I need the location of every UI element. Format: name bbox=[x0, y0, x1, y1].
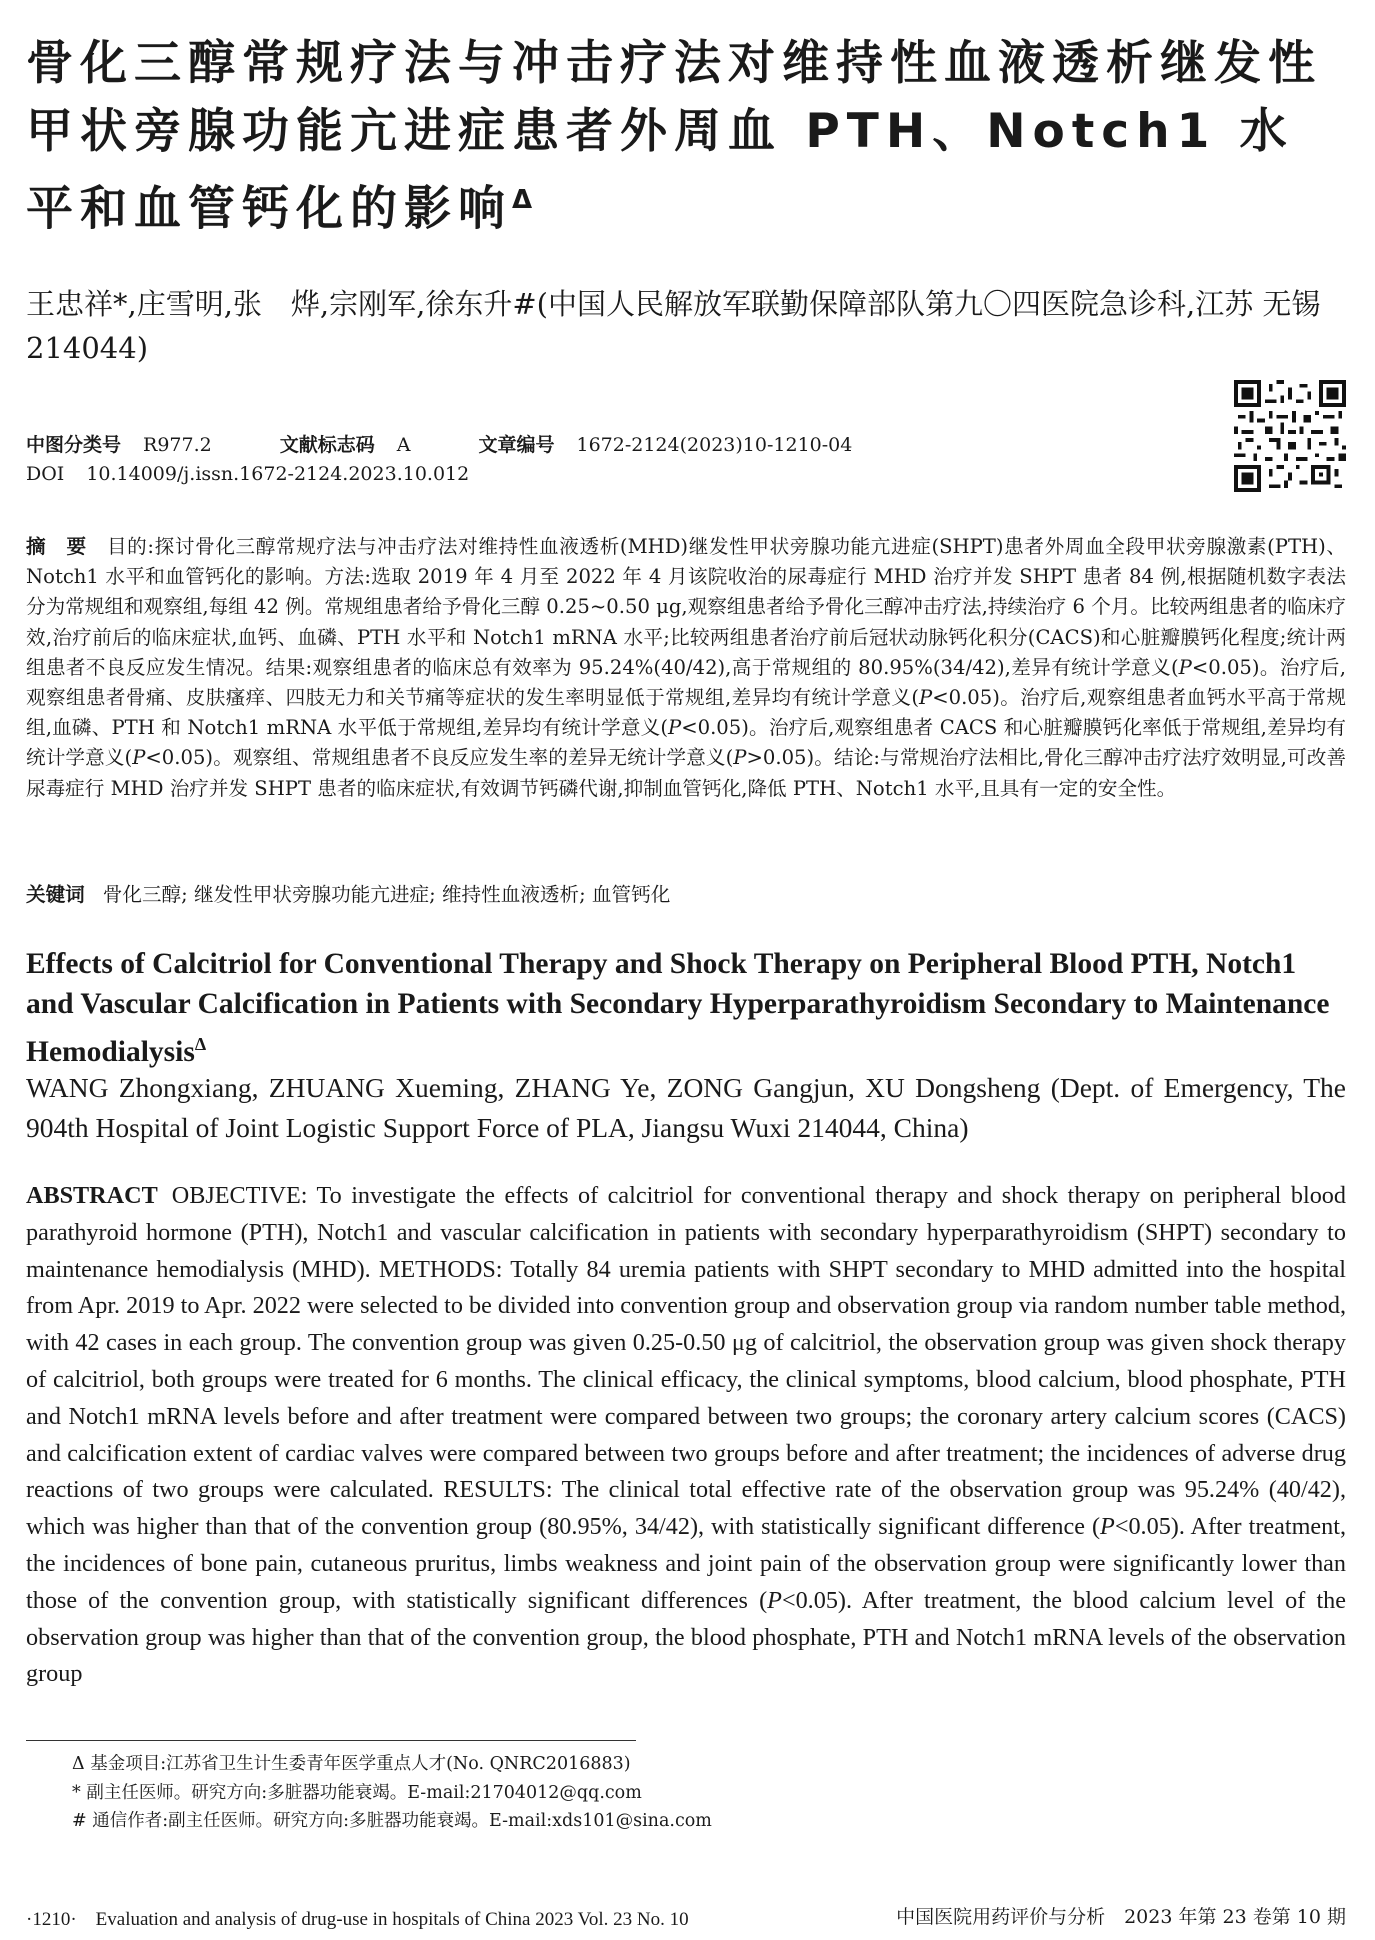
doi-label: DOI bbox=[26, 463, 65, 485]
abstract-cn-text: <0.05)。治疗后,观察组患者骨痛、皮肤瘙痒、四肢无力和关节痛等症状的发生率明显低于常规组,差异均有统计学意义( bbox=[26, 655, 1346, 710]
doc-code-value: A bbox=[396, 434, 411, 456]
clc-label: 中图分类号 bbox=[26, 434, 122, 456]
p-symbol: P bbox=[767, 1586, 782, 1614]
p-symbol: P bbox=[668, 716, 682, 740]
footer-journal-cn: 中国医院用药评价与分析 2023 年第 23 卷第 10 期 bbox=[896, 1906, 1346, 1928]
abstract-en-text: <0.05). After treatment, the blood calcium level of the observation group was higher than that of the convention group, the blood phosphate, PTH and Notch1 mRNA levels of the observation group bbox=[26, 1586, 1346, 1688]
footnotes bbox=[72, 1750, 1322, 1836]
footer-journal-en: ·1210· Evaluation and analysis of drug-use in hospitals of China 2023 Vol. 23 No. 10 bbox=[26, 1909, 689, 1930]
abstract-cn-text: <0.05)。治疗后,观察组患者血钙水平高于常规组,血磷、PTH 和 Notch1 mRNA 水平低于常规组,差异均有统计学意义( bbox=[26, 686, 1346, 740]
abstract-cn bbox=[26, 532, 1346, 804]
article-title-en-text: Effects of Calcitriol for Conventional Therapy and Shock Therapy on Peripheral Blood PTH, Notch1 and Vascular Calcification in Patients with Secondary Hyperparathyroidism Secondary to Maintenance Hemodialysis bbox=[26, 948, 1330, 1068]
footnote-funding: Δ 基金项目:江苏省卫生计生委青年医学重点人才(No. QNRC2016883) bbox=[72, 1754, 631, 1774]
qr-code-icon[interactable] bbox=[1234, 380, 1346, 492]
article-title-en bbox=[26, 944, 1346, 1072]
footnote-first-author: * 副主任医师。研究方向:多脏器功能衰竭。E-mail:21704012@qq.com bbox=[72, 1782, 642, 1803]
p-symbol: P bbox=[733, 746, 747, 770]
abstract-cn-text: >0.05)。结论:与常规治疗法相比,骨化三醇冲击疗法疗效明显,可改善尿毒症行 MHD 治疗并发 SHPT 患者的临床症状,有效调节钙磷代谢,抑制血管钙化,降低 PTH、Notch1 水平,且具有一定的安全性。 bbox=[26, 746, 1346, 800]
abstract-en-text: OBJECTIVE: To investigate the effects of calcitriol for conventional therapy and shock therapy on peripheral blood parathyroid hormone (PTH), Notch1 and vascular calcification in patients with secondary hyperparathyroidism (SHPT) secondary to maintenance hemodialysis (MHD). METHODS: Totally 84 uremia patients with SHPT secondary to MHD admitted into the hospital from Apr. 2019 to Apr. 2022 were selected to be divided into convention group and observation group via random number table method, with 42 cases in each group. The convention group was given 0.25-0.50 μg of calcitriol, the observation group was given shock therapy of calcitriol, both groups were treated for 6 months. The clinical efficacy, the clinical symptoms, blood calcium, blood phosphate, PTH and Notch1 mRNA levels before and after treatment were compared between two groups; the coronary artery calcium scores (CACS) and calcification extent of cardiac valves were compared between two groups before and after treatment; the incidences of adverse drug reactions of two groups were calculated. RESULTS: The clinical total effective rate of the observation group was 95.24% (40/42), which was higher than that of the convention group (80.95%, 34/42), with statistically significant difference ( bbox=[26, 1182, 1346, 1541]
abstract-en-text: <0.05). After treatment, the incidences of bone pain, cutaneous pruritus, limbs weakness and joint pain of the observation group were significantly lower than those of the convention group, with statistically significant differences ( bbox=[26, 1513, 1346, 1614]
abstract-en-label: ABSTRACT bbox=[26, 1182, 158, 1209]
p-symbol: P bbox=[1178, 655, 1192, 679]
footnote-corresponding-author: # 通信作者:副主任医师。研究方向:多脏器功能衰竭。E-mail:xds101@sina.com bbox=[72, 1811, 712, 1831]
abstract-cn-text: 目的:探讨骨化三醇常规疗法与冲击疗法对维持性血液透析(MHD)继发性甲状旁腺功能亢进症(SHPT)患者外周血全段甲状旁腺激素(PTH)、Notch1 水平和血管钙化的影响。方法:选取 2019 年 4 月至 2022 年 4 月该院收治的尿毒症行 MHD 治疗并发 SHPT 患者 84 例,根据随机数字表法分为常规组和观察组,每组 42 例。常规组患者给予骨化三醇 0.25~0.50 μg,观察组患者给予骨化三醇冲击疗法,持续治疗 6 个月。比较两组患者的临床疗效,治疗前后的临床症状,血钙、血磷、PTH 水平和 Notch1 mRNA 水平;比较两组患者治疗前后冠状动脉钙化积分(CACS)和心脏瓣膜钙化程度;统计两组患者不良反应发生情况。结果:观察组患者的临床总有效率为 95.24%(40/42),高于常规组的 80.95%(34/42),差异有统计学意义( bbox=[26, 535, 1347, 679]
article-no-value: 1672-2124(2023)10-1210-04 bbox=[576, 434, 853, 456]
abstract-cn-text: <0.05)。治疗后,观察组患者 CACS 和心脏瓣膜钙化率低于常规组,差异均有统计学意义( bbox=[26, 716, 1346, 770]
article-no-label: 文章编号 bbox=[478, 434, 555, 456]
abstract-en bbox=[26, 1178, 1346, 1693]
keywords-text: 骨化三醇; 继发性甲状旁腺功能亢进症; 维持性血液透析; 血管钙化 bbox=[102, 883, 671, 906]
doc-code-label: 文献标志码 bbox=[279, 434, 375, 456]
doi-value: 10.14009/j.issn.1672-2124.2023.10.012 bbox=[86, 463, 470, 485]
authors-en: WANG Zhongxiang, ZHUANG Xueming, ZHANG Ye, ZONG Gangjun, XU Dongsheng (Dept. of Emergency, The 904th Hospital of Joint Logistic Support Force of PLA, Jiangsu Wuxi 214044, China) bbox=[26, 1072, 1346, 1143]
article-title-cn-text: 骨化三醇常规疗法与冲击疗法对维持性血液透析继发性甲状旁腺功能亢进症患者外周血 PTH、Notch1 水平和血管钙化的影响 bbox=[26, 36, 1322, 237]
p-symbol: P bbox=[919, 686, 933, 710]
clc-value: R977.2 bbox=[143, 434, 212, 456]
p-symbol: P bbox=[132, 746, 146, 770]
p-symbol: P bbox=[1100, 1513, 1115, 1541]
keywords-label: 关键词 bbox=[26, 883, 85, 906]
abstract-cn-text: <0.05)。观察组、常规组患者不良反应发生率的差异无统计学意义( bbox=[145, 746, 734, 770]
keywords bbox=[26, 880, 1346, 910]
authors-cn: 王忠祥*,庄雪明,张 烨,宗刚军,徐东升#(中国人民解放军联勤保障部队第九〇四医院急诊科,江苏 无锡 214044) bbox=[26, 287, 1321, 365]
doi-row bbox=[26, 463, 469, 485]
funding-mark: Δ bbox=[512, 185, 540, 215]
funding-mark-en: Δ bbox=[194, 1034, 207, 1054]
article-title-cn bbox=[26, 30, 1346, 244]
classification-row bbox=[26, 430, 852, 457]
abstract-cn-label: 摘 要 bbox=[26, 535, 87, 558]
footnote-divider bbox=[26, 1740, 636, 1741]
